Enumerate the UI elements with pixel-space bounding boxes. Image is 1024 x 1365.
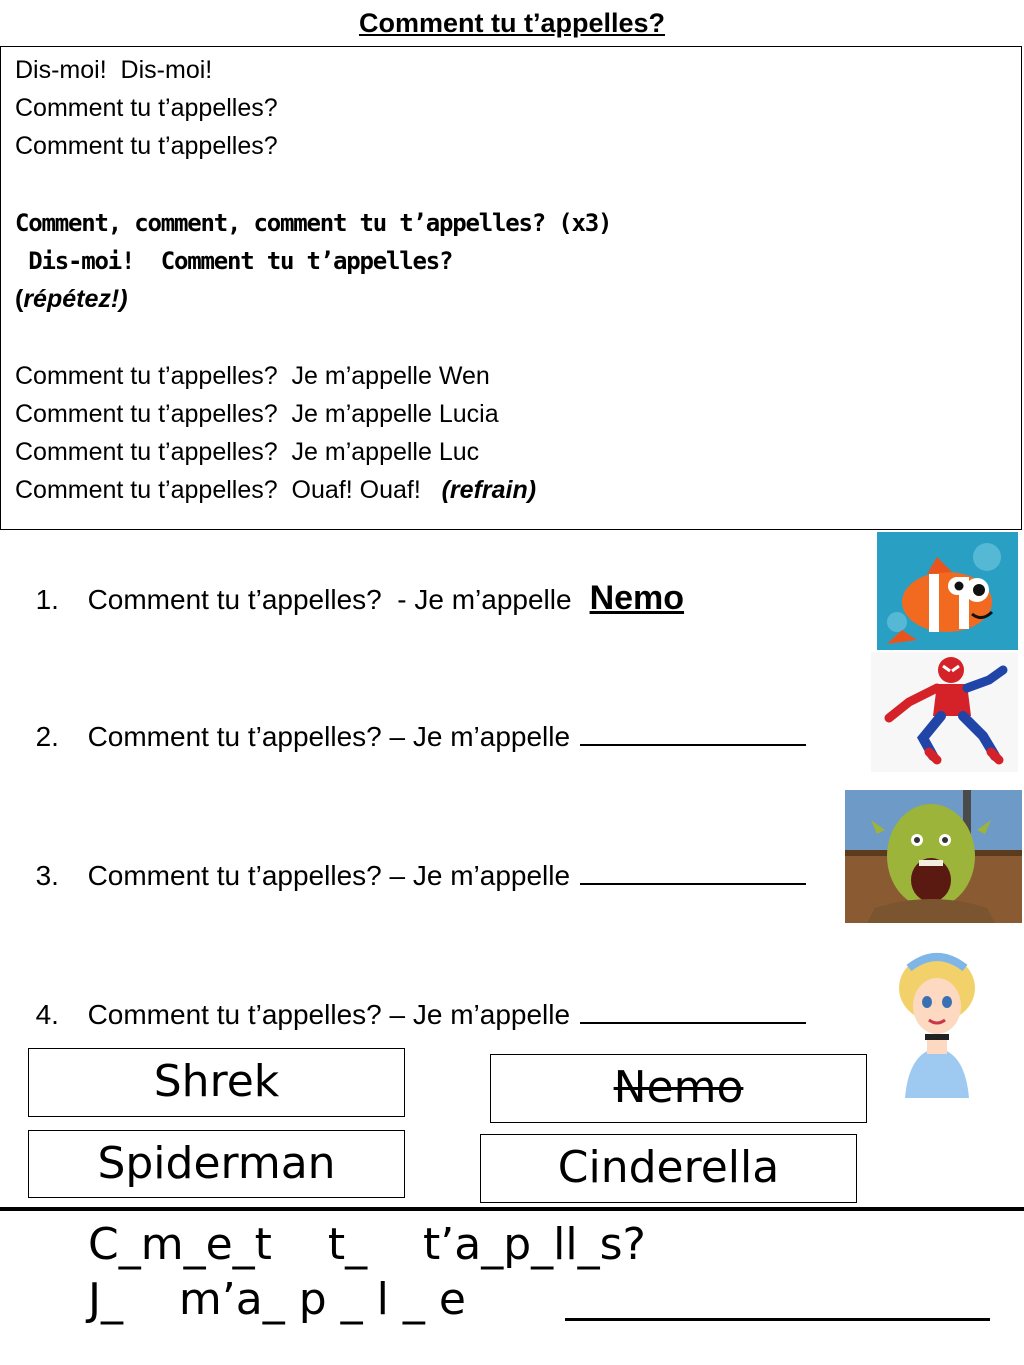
question-3: 3. Comment tu t’appelles? – Je m’appelle (20, 825, 806, 893)
lyric-line: Comment tu t’appelles? Je m’appelle Luc (15, 438, 480, 466)
spiderman-image (871, 652, 1018, 772)
ogre-image (845, 790, 1022, 923)
lyric-line: Comment tu t’appelles? Je m’appelle Lucia (15, 400, 499, 428)
chorus-line: Dis-moi! Comment tu t’appelles? (15, 247, 453, 275)
word-bank-cinderella[interactable]: Cinderella (480, 1134, 857, 1203)
repeat-instruction: (répétez!) (15, 285, 128, 313)
word-bank-shrek[interactable]: Shrek (28, 1048, 405, 1117)
chorus-line: Comment, comment, comment tu t’appelles? (x3) (15, 209, 612, 237)
question-4: 4. Comment tu t’appelles? – Je m’appelle (20, 964, 806, 1032)
lyric-line: Comment tu t’appelles? Ouaf! Ouaf! (refrain) (15, 476, 537, 504)
lyric-line: Comment tu t’appelles? (15, 94, 278, 122)
word-bank-nemo[interactable]: Nemo (490, 1054, 867, 1123)
answer-nemo: Nemo (589, 579, 685, 617)
fill-letters-question: C_m_e_t t_ t’a_p_ll_s? (88, 1219, 646, 1270)
lyric-line: Dis-moi! Dis-moi! (15, 56, 213, 84)
princess-image (889, 948, 985, 1098)
lyric-line: Comment tu t’appelles? Je m’appelle Wen (15, 362, 490, 390)
answer-blank[interactable] (580, 861, 806, 885)
refrain-label: (refrain) (441, 476, 537, 504)
song-lyrics-box (0, 46, 1022, 530)
question-1: 1. Comment tu t’appelles? - Je m’appelle Nemo (35, 579, 685, 617)
name-answer-blank[interactable] (565, 1318, 990, 1321)
word-bank-spiderman[interactable]: Spiderman (28, 1130, 405, 1198)
answer-blank[interactable] (580, 1000, 806, 1024)
clownfish-image (877, 532, 1018, 650)
lyric-line: Comment tu t’appelles? (15, 132, 278, 160)
answer-blank[interactable] (580, 722, 806, 746)
question-2: 2. Comment tu t’appelles? – Je m’appelle (20, 686, 806, 754)
worksheet-title: Comment tu t’appelles? (358, 8, 666, 38)
fill-letters-answer: J_ m’a_ p _ l _ e (88, 1274, 466, 1325)
section-divider (0, 1207, 1024, 1211)
